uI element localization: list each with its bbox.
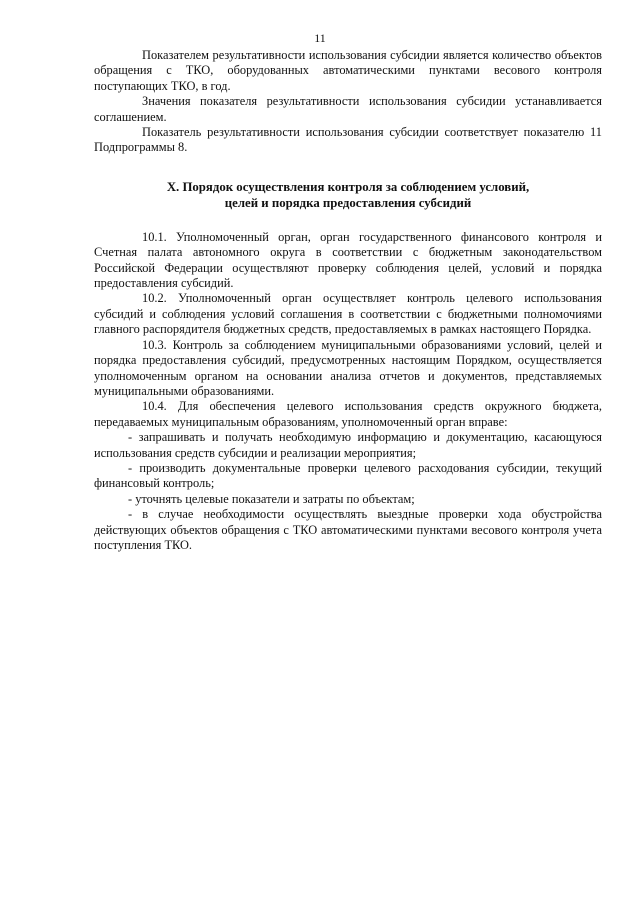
section-heading: [94, 179, 602, 211]
section-paragraph: 10.1. Уполномоченный орган, орган государственного финансового контроля и Счетная палата автономного округа в соответствии с бюджетным законодательством Российской Федерации осуществляют проверку соблюдения целей, условий и порядка предоставления субсидий.: [94, 229, 602, 291]
section-heading-line: целей и порядка предоставления субсидий: [224, 195, 472, 210]
rights-list-item: - запрашивать и получать необходимую информацию и документацию, касающуюся использования средств субсидии и реализации мероприятия;: [94, 430, 602, 460]
section-paragraph: 10.2. Уполномоченный орган осуществляет контроль целевого использования субсидий и соблюдения условий соглашения в соответствии с бюджетными полномочиями главного распорядителя бюджетных средств, предоставляемых в рамках настоящего Порядка.: [94, 291, 602, 337]
section-paragraph: 10.3. Контроль за соблюдением муниципальными образованиями условий, целей и порядка предоставления субсидий, предусмотренных настоящим Порядком, осуществляется уполномоченным органом на основании анализа отчетов и документов, представляемых муниципальными образованиями.: [94, 337, 602, 398]
document-body: [94, 48, 602, 553]
section-heading-line: X. Порядок осуществления контроля за соблюдением условий,: [166, 179, 530, 194]
rights-list-item: - производить документальные проверки целевого расходования субсидии, текущий финансовый контроль;: [94, 460, 602, 491]
rights-list-item: - уточнять целевые показатели и затраты по объектам;: [128, 491, 415, 506]
intro-paragraph: Показателем результативности использования субсидии является количество объектов обращения с ТКО, оборудованных автоматическими пунктами весового контроля поступающих ТКО, в год.: [94, 48, 602, 93]
section-paragraph: 10.4. Для обеспечения целевого использования средств окружного бюджета, передаваемых муниципальным образованиям, уполномоченный орган вправе:: [94, 399, 602, 429]
intro-paragraph: Значения показателя результативности использования субсидии устанавливается соглашением.: [94, 94, 602, 124]
page-number: 11: [314, 31, 326, 45]
rights-list-item: - в случае необходимости осуществлять выездные проверки хода обустройства действующих объектов обращения с ТКО автоматическими пунктами весового контроля учета поступления ТКО.: [94, 507, 602, 552]
intro-paragraph: Показатель результативности использования субсидии соответствует показателю 11 Подпрограммы 8.: [94, 125, 602, 155]
